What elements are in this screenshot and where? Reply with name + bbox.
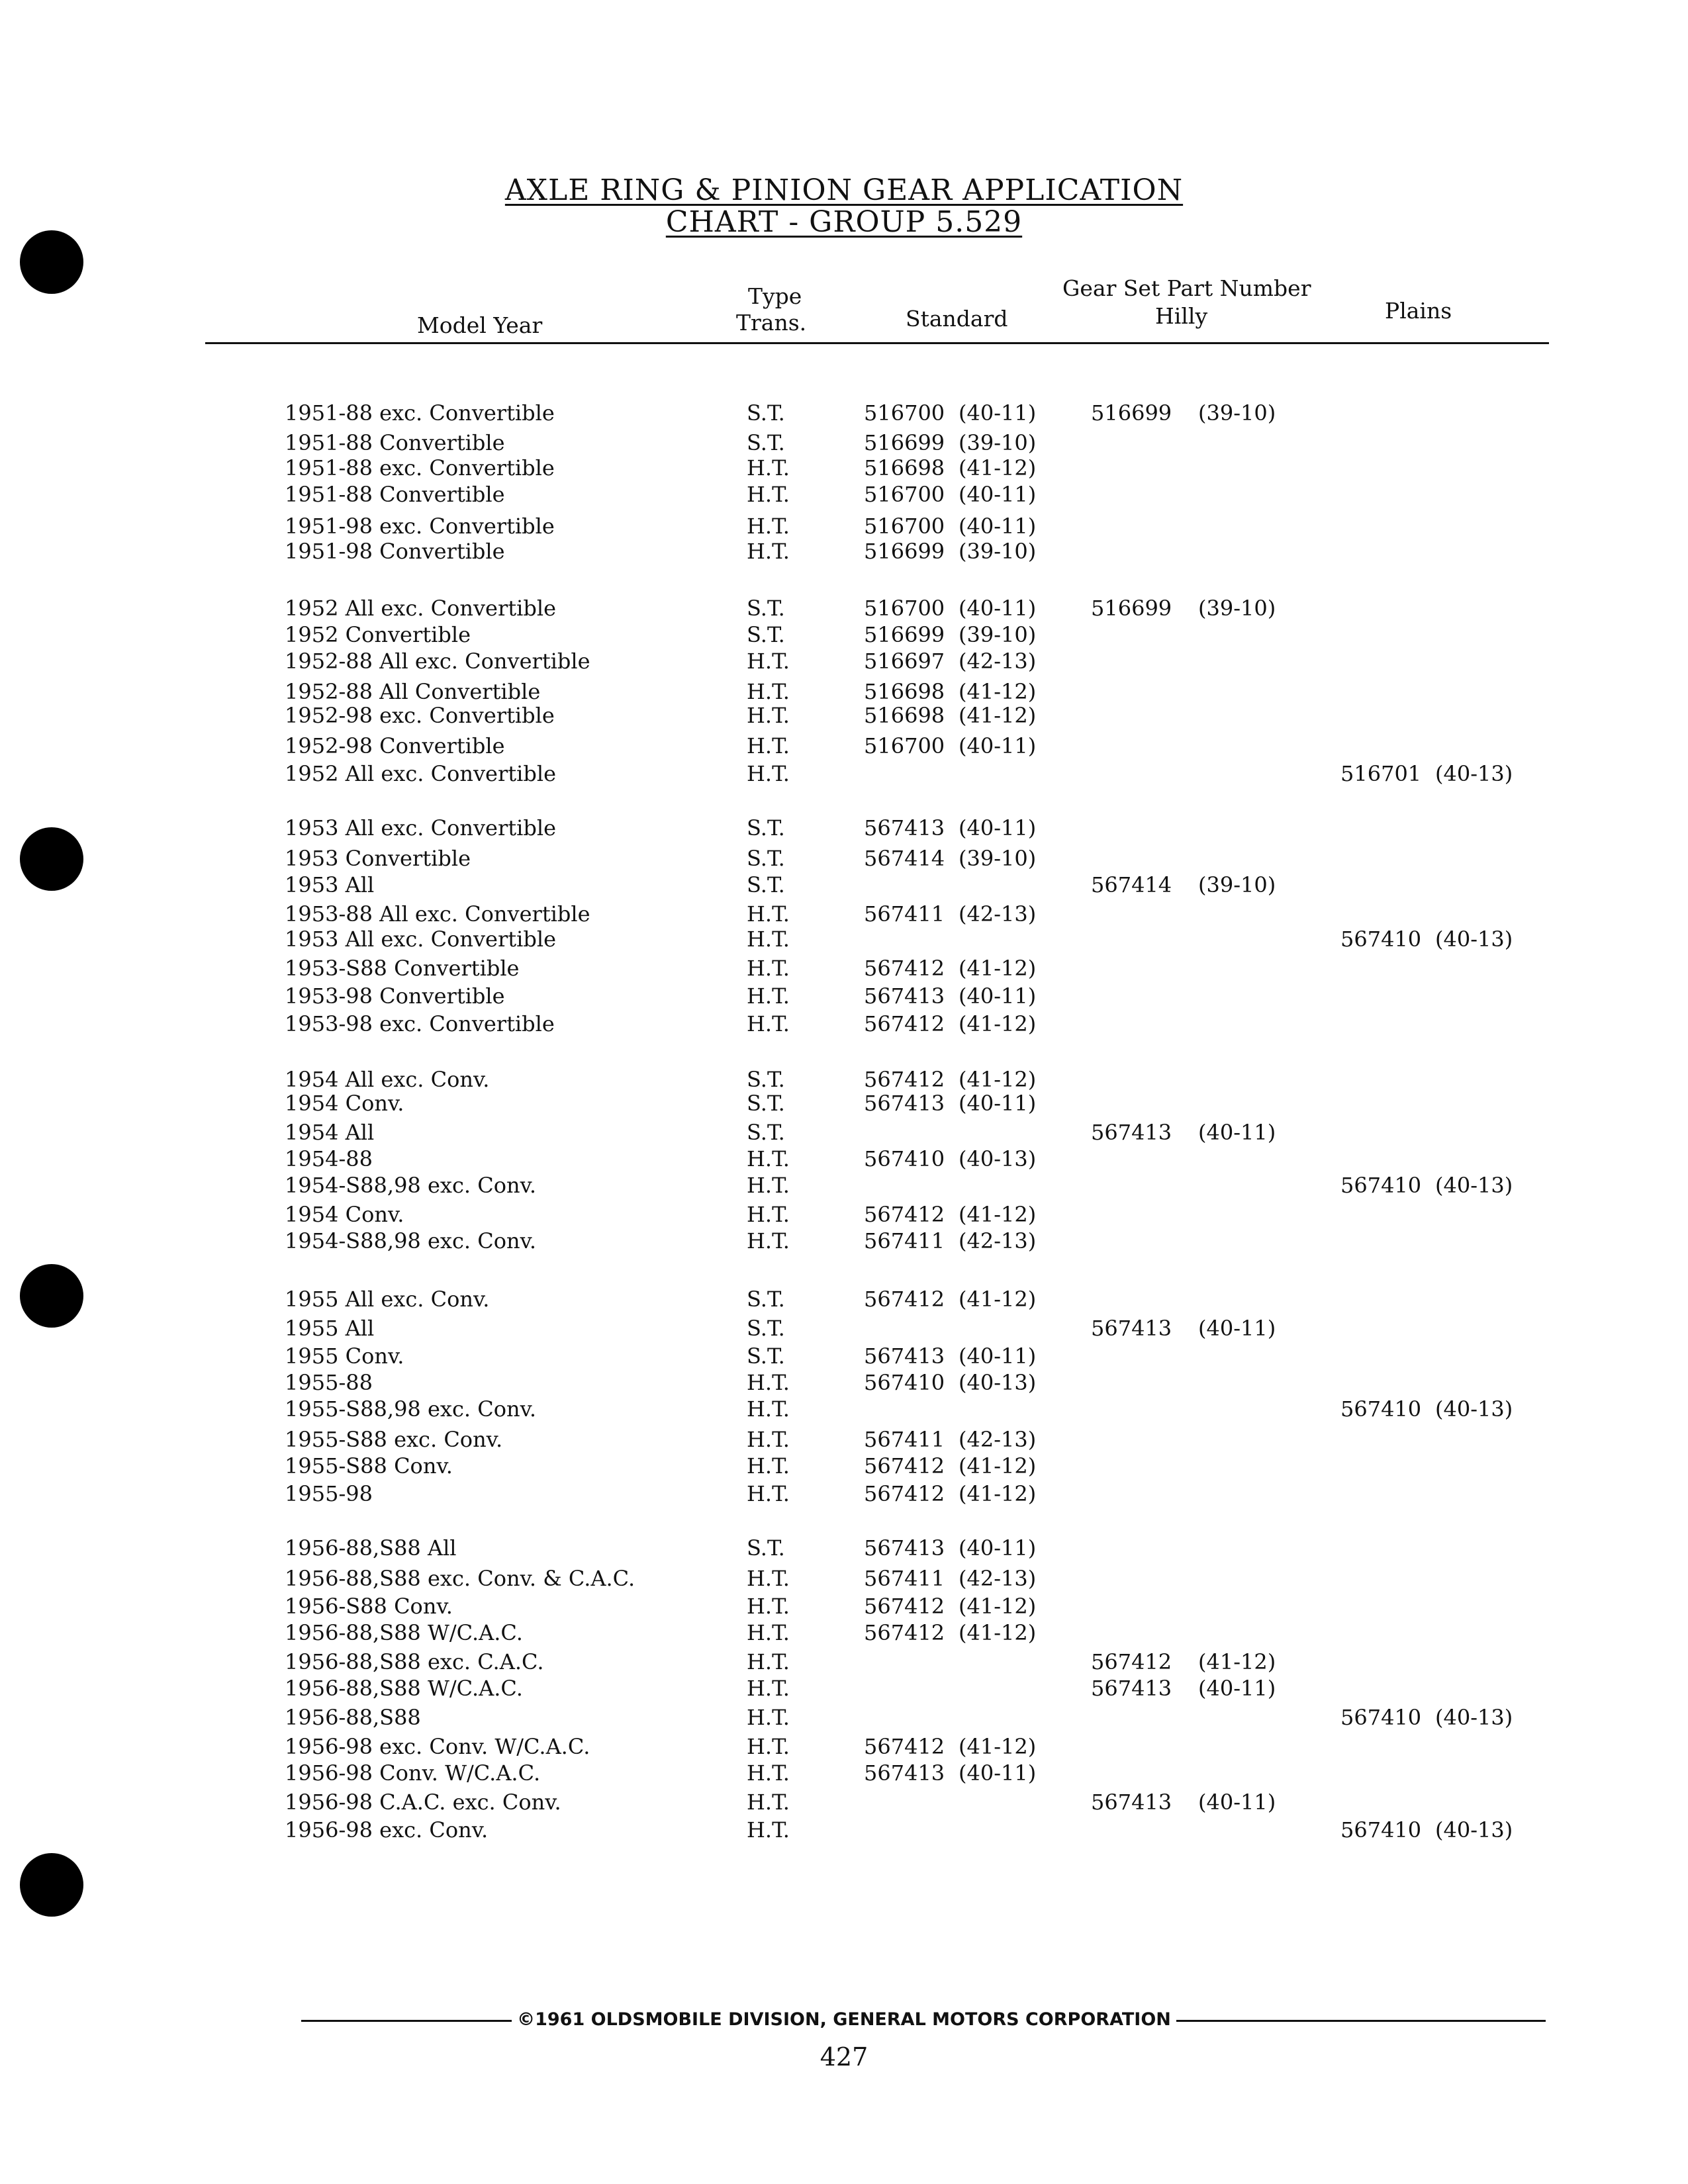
standard-part-number: 516697 — [864, 649, 945, 674]
model-year: 1952 All exc. Convertible — [285, 761, 557, 786]
table-row — [0, 872, 1688, 901]
standard-part-number: 567411 — [864, 1228, 945, 1253]
trans-type: H.T. — [747, 1566, 790, 1591]
hilly-ratio: (39-10) — [1198, 400, 1276, 426]
model-year: 1953-98 exc. Convertible — [285, 1011, 555, 1036]
model-year: 1951-88 exc. Convertible — [285, 400, 555, 426]
model-year: 1951-98 Convertible — [285, 539, 505, 564]
standard-part-number: 567412 — [864, 1287, 945, 1312]
table-row — [0, 703, 1688, 732]
standard-ratio: (41-12) — [959, 1620, 1037, 1645]
hilly-ratio: (39-10) — [1198, 872, 1276, 897]
trans-type: S.T. — [747, 1120, 785, 1145]
trans-type: H.T. — [747, 956, 790, 981]
table-row — [0, 1705, 1688, 1734]
table-row — [0, 1228, 1688, 1257]
footer-copyright-text: ©1961 OLDSMOBILE DIVISION, GENERAL MOTORS CORPORATION — [512, 2009, 1176, 2030]
standard-part-number: 567411 — [864, 1427, 945, 1452]
model-year: 1953 Convertible — [285, 846, 471, 871]
trans-type: H.T. — [747, 482, 790, 507]
standard-ratio: (39-10) — [959, 846, 1037, 871]
table-row — [0, 1396, 1688, 1426]
standard-ratio: (39-10) — [959, 622, 1037, 647]
table-row — [0, 539, 1688, 568]
table-row — [0, 596, 1688, 625]
trans-type: H.T. — [747, 1620, 790, 1645]
header-gear-set-part-number: Gear Set Part Number — [1062, 275, 1311, 301]
standard-ratio: (41-12) — [959, 455, 1037, 480]
table-row — [0, 956, 1688, 985]
plains-ratio: (40-13) — [1435, 761, 1513, 786]
model-year: 1953-98 Convertible — [285, 983, 505, 1009]
trans-type: S.T. — [747, 846, 785, 871]
standard-ratio: (40-11) — [959, 1343, 1037, 1369]
table-row — [0, 1620, 1688, 1649]
plains-part-number: 567410 — [1340, 1396, 1422, 1422]
hilly-ratio: (39-10) — [1198, 596, 1276, 621]
trans-type: S.T. — [747, 1287, 785, 1312]
trans-type: S.T. — [747, 1316, 785, 1341]
trans-type: S.T. — [747, 596, 785, 621]
standard-part-number: 567413 — [864, 1343, 945, 1369]
model-year: 1952-88 All exc. Convertible — [285, 649, 590, 674]
standard-ratio: (40-11) — [959, 733, 1037, 758]
header-plains: Plains — [1385, 298, 1452, 324]
table-row — [0, 1649, 1688, 1678]
plains-ratio: (40-13) — [1435, 1705, 1513, 1730]
standard-ratio: (41-12) — [959, 1011, 1037, 1036]
model-year: 1956-98 C.A.C. exc. Conv. — [285, 1790, 561, 1815]
plains-ratio: (40-13) — [1435, 1396, 1513, 1422]
model-year: 1956-S88 Conv. — [285, 1594, 453, 1619]
trans-type: H.T. — [747, 1734, 790, 1759]
trans-type: H.T. — [747, 1173, 790, 1198]
trans-type: H.T. — [747, 1228, 790, 1253]
standard-part-number: 516698 — [864, 455, 945, 480]
standard-ratio: (40-11) — [959, 1535, 1037, 1561]
table-row — [0, 1343, 1688, 1373]
model-year: 1955 All exc. Conv. — [285, 1287, 490, 1312]
standard-part-number: 567410 — [864, 1146, 945, 1171]
model-year: 1951-88 Convertible — [285, 482, 505, 507]
punch-hole — [20, 1853, 83, 1917]
model-year: 1955 Conv. — [285, 1343, 404, 1369]
standard-ratio: (40-11) — [959, 514, 1037, 539]
trans-type: H.T. — [747, 703, 790, 728]
table-row — [0, 1287, 1688, 1316]
standard-part-number: 567412 — [864, 1453, 945, 1479]
hilly-part-number: 567413 — [1091, 1676, 1172, 1701]
standard-ratio: (40-11) — [959, 482, 1037, 507]
model-year: 1954 Conv. — [285, 1091, 404, 1116]
table-row — [0, 1453, 1688, 1482]
hilly-part-number: 567414 — [1091, 872, 1172, 897]
hilly-part-number: 516699 — [1091, 596, 1172, 621]
standard-part-number: 516700 — [864, 596, 945, 621]
table-row — [0, 733, 1688, 762]
standard-ratio: (41-12) — [959, 1453, 1037, 1479]
trans-type: H.T. — [747, 1705, 790, 1730]
model-year: 1956-88,S88 — [285, 1705, 421, 1730]
model-year: 1956-88,S88 W/C.A.C. — [285, 1676, 523, 1701]
hilly-part-number: 567413 — [1091, 1316, 1172, 1341]
model-year: 1953-88 All exc. Convertible — [285, 901, 590, 927]
standard-part-number: 516699 — [864, 622, 945, 647]
table-row — [0, 983, 1688, 1013]
trans-type: S.T. — [747, 1535, 785, 1561]
standard-part-number: 567412 — [864, 1067, 945, 1092]
table-row — [0, 1370, 1688, 1399]
standard-part-number: 567412 — [864, 1734, 945, 1759]
model-year: 1953 All — [285, 872, 375, 897]
table-row — [0, 815, 1688, 844]
model-year: 1954-88 — [285, 1146, 373, 1171]
page-title-line-1: AXLE RING & PINION GEAR APPLICATION — [504, 173, 1184, 207]
table-row — [0, 482, 1688, 511]
model-year: 1955-88 — [285, 1370, 373, 1395]
standard-part-number: 567413 — [864, 1091, 945, 1116]
standard-ratio: (41-12) — [959, 1202, 1037, 1227]
standard-part-number: 567412 — [864, 1202, 945, 1227]
trans-type: H.T. — [747, 1146, 790, 1171]
table-row — [0, 1535, 1688, 1565]
table-row — [0, 1734, 1688, 1763]
table-row — [0, 927, 1688, 956]
table-row — [0, 1760, 1688, 1790]
trans-type: H.T. — [747, 901, 790, 927]
model-year: 1952 Convertible — [285, 622, 471, 647]
hilly-ratio: (40-11) — [1198, 1316, 1276, 1341]
standard-ratio: (40-11) — [959, 1760, 1037, 1786]
trans-type: S.T. — [747, 1343, 785, 1369]
standard-part-number: 567412 — [864, 1620, 945, 1645]
footer-copyright — [0, 2009, 1688, 2030]
table-row — [0, 1173, 1688, 1202]
standard-ratio: (41-12) — [959, 956, 1037, 981]
model-year: 1955-S88,98 exc. Conv. — [285, 1396, 537, 1422]
model-year: 1956-98 exc. Conv. — [285, 1817, 489, 1843]
standard-ratio: (41-12) — [959, 703, 1037, 728]
standard-ratio: (41-12) — [959, 1287, 1037, 1312]
table-row — [0, 1817, 1688, 1846]
header-standard: Standard — [906, 306, 1008, 332]
standard-part-number: 516699 — [864, 430, 945, 455]
standard-part-number: 516700 — [864, 733, 945, 758]
plains-part-number: 567410 — [1340, 1705, 1422, 1730]
standard-ratio: (41-12) — [959, 679, 1037, 704]
standard-part-number: 567414 — [864, 846, 945, 871]
header-model-year: Model Year — [417, 312, 543, 338]
trans-type: H.T. — [747, 1649, 790, 1674]
trans-type: H.T. — [747, 679, 790, 704]
model-year: 1955-S88 exc. Conv. — [285, 1427, 503, 1452]
trans-type: S.T. — [747, 1091, 785, 1116]
standard-part-number: 567412 — [864, 956, 945, 981]
trans-type: H.T. — [747, 539, 790, 564]
trans-type: H.T. — [747, 1370, 790, 1395]
hilly-part-number: 567413 — [1091, 1790, 1172, 1815]
table-row — [0, 455, 1688, 484]
trans-type: H.T. — [747, 983, 790, 1009]
trans-type: H.T. — [747, 1427, 790, 1452]
standard-part-number: 567410 — [864, 1370, 945, 1395]
trans-type: S.T. — [747, 400, 785, 426]
model-year: 1956-98 Conv. W/C.A.C. — [285, 1760, 541, 1786]
table-row — [0, 761, 1688, 790]
trans-type: S.T. — [747, 622, 785, 647]
standard-ratio: (41-12) — [959, 1594, 1037, 1619]
table-row — [0, 1316, 1688, 1345]
trans-type: S.T. — [747, 430, 785, 455]
trans-type: H.T. — [747, 514, 790, 539]
hilly-ratio: (40-11) — [1198, 1676, 1276, 1701]
model-year: 1951-98 exc. Convertible — [285, 514, 555, 539]
trans-type: H.T. — [747, 761, 790, 786]
hilly-ratio: (40-11) — [1198, 1790, 1276, 1815]
model-year: 1952-98 exc. Convertible — [285, 703, 555, 728]
model-year: 1955-S88 Conv. — [285, 1453, 453, 1479]
plains-part-number: 567410 — [1340, 927, 1422, 952]
hilly-ratio: (40-11) — [1198, 1120, 1276, 1145]
table-row — [0, 1202, 1688, 1231]
standard-part-number: 516699 — [864, 539, 945, 564]
trans-type: H.T. — [747, 1817, 790, 1843]
table-row — [0, 1146, 1688, 1175]
standard-ratio: (40-11) — [959, 815, 1037, 841]
model-year: 1952-88 All Convertible — [285, 679, 541, 704]
trans-type: H.T. — [747, 649, 790, 674]
model-year: 1956-98 exc. Conv. W/C.A.C. — [285, 1734, 590, 1759]
hilly-part-number: 567412 — [1091, 1649, 1172, 1674]
model-year: 1953-S88 Convertible — [285, 956, 520, 981]
table-row — [0, 1427, 1688, 1456]
plains-ratio: (40-13) — [1435, 927, 1513, 952]
table-row — [0, 1566, 1688, 1595]
table-row — [0, 649, 1688, 678]
plains-ratio: (40-13) — [1435, 1817, 1513, 1843]
table-row — [0, 846, 1688, 875]
trans-type: H.T. — [747, 927, 790, 952]
standard-part-number: 516698 — [864, 703, 945, 728]
hilly-part-number: 567413 — [1091, 1120, 1172, 1145]
standard-ratio: (41-12) — [959, 1067, 1037, 1092]
table-row — [0, 1120, 1688, 1149]
standard-part-number: 516700 — [864, 482, 945, 507]
header-type-line-1: Type — [748, 283, 802, 309]
standard-ratio: (42-13) — [959, 1228, 1037, 1253]
model-year: 1954 All exc. Conv. — [285, 1067, 490, 1092]
header-type-line-2: Trans. — [736, 310, 807, 336]
trans-type: H.T. — [747, 455, 790, 480]
standard-ratio: (41-12) — [959, 1734, 1037, 1759]
standard-part-number: 567411 — [864, 1566, 945, 1591]
standard-ratio: (42-13) — [959, 1427, 1037, 1452]
model-year: 1956-88,S88 All — [285, 1535, 457, 1561]
standard-ratio: (40-11) — [959, 983, 1037, 1009]
model-year: 1952 All exc. Convertible — [285, 596, 557, 621]
header-hilly: Hilly — [1155, 303, 1208, 329]
standard-ratio: (42-13) — [959, 1566, 1037, 1591]
trans-type: H.T. — [747, 1760, 790, 1786]
plains-part-number: 516701 — [1340, 761, 1422, 786]
standard-part-number: 516700 — [864, 514, 945, 539]
table-row — [0, 1481, 1688, 1510]
trans-type: H.T. — [747, 1790, 790, 1815]
trans-type: S.T. — [747, 815, 785, 841]
trans-type: S.T. — [747, 1067, 785, 1092]
table-row — [0, 1091, 1688, 1120]
model-year: 1951-88 Convertible — [285, 430, 505, 455]
header-underline — [205, 342, 1549, 344]
model-year: 1956-88,S88 W/C.A.C. — [285, 1620, 523, 1645]
table-row — [0, 1790, 1688, 1819]
model-year: 1955-98 — [285, 1481, 373, 1506]
plains-part-number: 567410 — [1340, 1817, 1422, 1843]
trans-type: H.T. — [747, 733, 790, 758]
standard-part-number: 567413 — [864, 1760, 945, 1786]
trans-type: H.T. — [747, 1676, 790, 1701]
standard-ratio: (40-11) — [959, 596, 1037, 621]
standard-ratio: (40-11) — [959, 1091, 1037, 1116]
standard-part-number: 567413 — [864, 983, 945, 1009]
standard-part-number: 516698 — [864, 679, 945, 704]
plains-part-number: 567410 — [1340, 1173, 1422, 1198]
trans-type: H.T. — [747, 1453, 790, 1479]
standard-ratio: (42-13) — [959, 649, 1037, 674]
table-row — [0, 400, 1688, 430]
standard-part-number: 516700 — [864, 400, 945, 426]
standard-ratio: (42-13) — [959, 901, 1037, 927]
standard-ratio: (39-10) — [959, 539, 1037, 564]
table-row — [0, 1676, 1688, 1705]
trans-type: S.T. — [747, 872, 785, 897]
standard-part-number: 567412 — [864, 1011, 945, 1036]
table-row — [0, 622, 1688, 651]
model-year: 1954 All — [285, 1120, 375, 1145]
standard-ratio: (40-11) — [959, 400, 1037, 426]
trans-type: H.T. — [747, 1396, 790, 1422]
punch-hole — [20, 230, 83, 294]
standard-ratio: (41-12) — [959, 1481, 1037, 1506]
model-year: 1954-S88,98 exc. Conv. — [285, 1173, 537, 1198]
standard-part-number: 567413 — [864, 1535, 945, 1561]
trans-type: H.T. — [747, 1202, 790, 1227]
hilly-part-number: 516699 — [1091, 400, 1172, 426]
standard-ratio: (39-10) — [959, 430, 1037, 455]
plains-ratio: (40-13) — [1435, 1173, 1513, 1198]
model-year: 1955 All — [285, 1316, 375, 1341]
standard-part-number: 567411 — [864, 901, 945, 927]
standard-part-number: 567413 — [864, 815, 945, 841]
trans-type: H.T. — [747, 1594, 790, 1619]
standard-part-number: 567412 — [864, 1594, 945, 1619]
model-year: 1951-88 exc. Convertible — [285, 455, 555, 480]
model-year: 1953 All exc. Convertible — [285, 815, 557, 841]
standard-ratio: (40-13) — [959, 1146, 1037, 1171]
page-title-line-2: CHART - GROUP 5.529 — [665, 205, 1023, 239]
hilly-ratio: (41-12) — [1198, 1649, 1276, 1674]
model-year: 1954-S88,98 exc. Conv. — [285, 1228, 537, 1253]
standard-ratio: (40-13) — [959, 1370, 1037, 1395]
model-year: 1953 All exc. Convertible — [285, 927, 557, 952]
model-year: 1954 Conv. — [285, 1202, 404, 1227]
trans-type: H.T. — [747, 1481, 790, 1506]
table-row — [0, 1011, 1688, 1040]
standard-part-number: 567412 — [864, 1481, 945, 1506]
trans-type: H.T. — [747, 1011, 790, 1036]
page-number: 427 — [820, 2042, 868, 2071]
model-year: 1956-88,S88 exc. Conv. & C.A.C. — [285, 1566, 635, 1591]
model-year: 1956-88,S88 exc. C.A.C. — [285, 1649, 544, 1674]
model-year: 1952-98 Convertible — [285, 733, 505, 758]
table-row — [0, 1594, 1688, 1623]
